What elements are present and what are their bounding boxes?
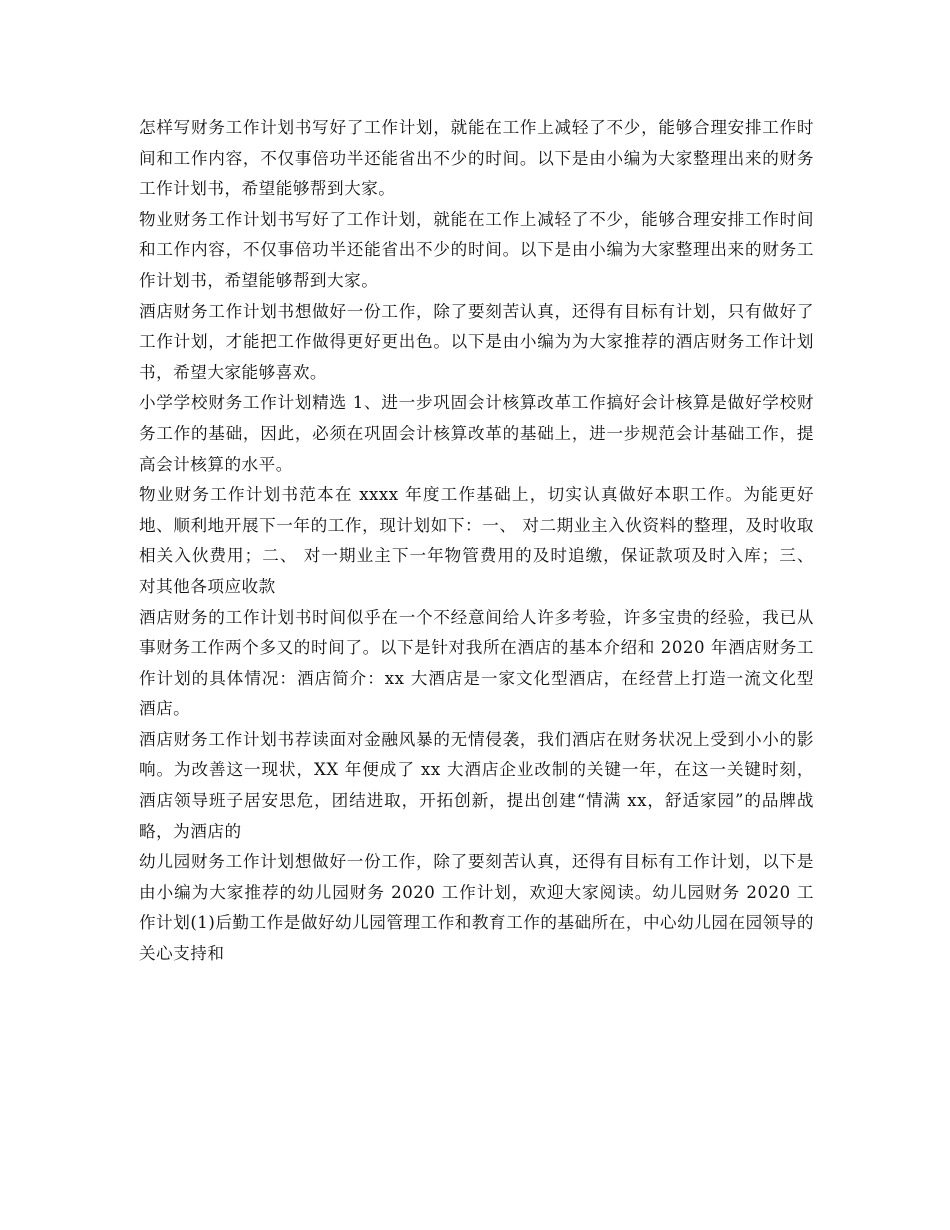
paragraph-1: 怎样写财务工作计划书写好了工作计划，就能在工作上减轻了不少，能够合理安排工作时间和工作内容，不仅事倍功半还能省出不少的时间。以下是由小编为大家整理出来的财务工作计划书，希望能够帮到大家。	[139, 118, 814, 199]
paragraph-7: 酒店财务工作计划书荐读面对金融风暴的无情侵袭，我们酒店在财务状况上受到小小的影响。为改善这一现状，XX 年便成了 xx 大酒店企业改制的关键一年，在这一关键时刻，酒店领导班子居安思危，团结进取，开拓创新，提出创建“情满 xx，舒适家园”的品牌战略，为酒店的	[139, 729, 814, 841]
paragraph-3: 酒店财务工作计划书想做好一份工作，除了要刻苦认真，还得有目标有计划，只有做好了工作计划，才能把工作做得更好更出色。以下是由小编为为大家推荐的酒店财务工作计划书，希望大家能够喜欢。	[139, 301, 814, 382]
paragraph-2: 物业财务工作计划书写好了工作计划，就能在工作上减轻了不少，能够合理安排工作时间和工作内容，不仅事倍功半还能省出不少的时间。以下是由小编为大家整理出来的财务工作计划书，希望能够帮到大家。	[139, 209, 814, 290]
paragraph-5: 物业财务工作计划书范本在 xxxx 年度工作基础上，切实认真做好本职工作。为能更好地、顺利地开展下一年的工作，现计划如下：一、 对二期业主入伙资料的整理，及时收取相关入伙费用；二、 对一期业主下一年物管费用的及时追缴，保证款项及时入库；三、 对其他各项应收款	[139, 485, 814, 596]
paragraph-6: 酒店财务的工作计划书时间似乎在一个不经意间给人许多考验，许多宝贵的经验，我已从事财务工作两个多又的时间了。以下是针对我所在酒店的基本介绍和 2020 年酒店财务工作计划的具体情况：酒店简介：xx 大酒店是一家文化型酒店，在经营上打造一流文化型酒店。	[139, 607, 814, 719]
paragraph-8: 幼儿园财务工作计划想做好一份工作，除了要刻苦认真，还得有目标有工作计划，以下是由小编为大家推荐的幼儿园财务 2020 工作计划，欢迎大家阅读。幼儿园财务 2020 工作计划(1)后勤工作是做好幼儿园管理工作和教育工作的基础所在，中心幼儿园在园领导的关心支持和	[139, 852, 814, 964]
paragraph-4: 小学学校财务工作计划精选 1、进一步巩固会计核算改革工作搞好会计核算是做好学校财务工作的基础，因此，必须在巩固会计核算改革的基础上，进一步规范会计基础工作，提高会计核算的水平。	[139, 393, 814, 474]
document-body	[139, 113, 814, 970]
